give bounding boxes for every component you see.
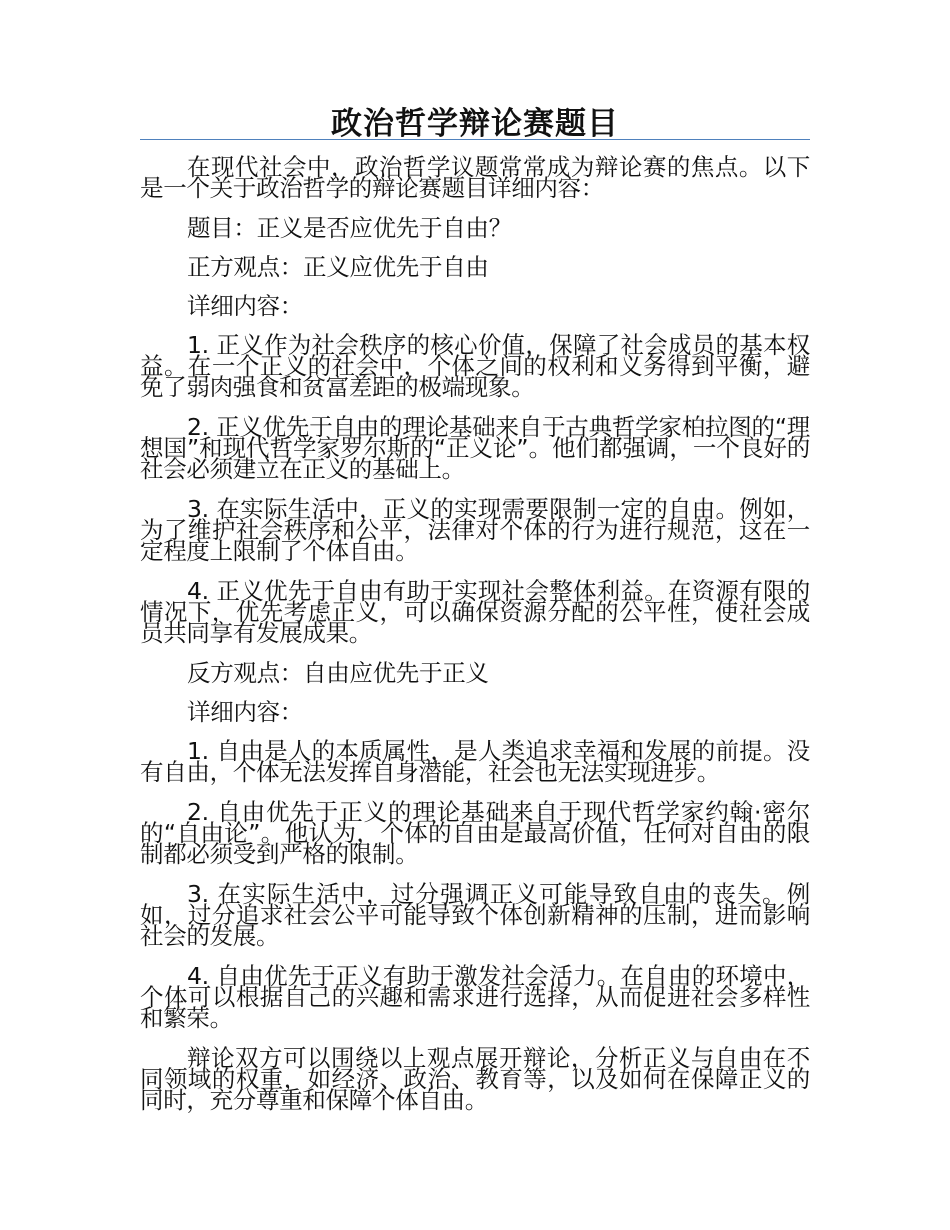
paragraph-affirmative-point-4: 4. 正义优先于自由有助于实现社会整体利益。在资源有限的情况下，优先考虑正义，可以确保资源分配的公平性，使社会成员共同享有发展成果。 [140, 577, 810, 647]
document-title: 政治哲学辩论赛题目 [331, 106, 619, 142]
paragraph-topic: 题目：正义是否应优先于自由？ [187, 214, 512, 242]
paragraph-conclusion: 辩论双方可以围绕以上观点展开辩论，分析正义与自由在不同领域的权重，如经济、政治、教育等，以及如何在保障正义的同时，充分尊重和保障个体自由。 [140, 1044, 810, 1114]
paragraph-affirmative-point-3: 3. 在实际生活中，正义的实现需要限制一定的自由。例如，为了维护社会秩序和公平，法律对个体的行为进行规范，这在一定程度上限制了个体自由。 [140, 495, 810, 565]
paragraph-negative-heading: 反方观点：自由应优先于正义 [187, 659, 489, 687]
paragraph-negative-point-2: 2. 自由优先于正义的理论基础来自于现代哲学家约翰·密尔的“自由论”。他认为，个体的自由是最高价值，任何对自由的限制都必须受到严格的限制。 [140, 798, 810, 868]
title-underline [140, 139, 810, 140]
paragraph-negative-point-1: 1. 自由是人的本质属性，是人类追求幸福和发展的前提。没有自由，个体无法发挥自身潜能，社会也无法实现进步。 [140, 737, 810, 786]
paragraph-negative-point-3: 3. 在实际生活中，过分强调正义可能导致自由的丧失。例如，过分追求社会公平可能导致个体创新精神的压制，进而影响社会的发展。 [140, 880, 810, 950]
paragraph-affirmative-point-1: 1. 正义作为社会秩序的核心价值，保障了社会成员的基本权益。在一个正义的社会中，个体之间的权利和义务得到平衡，避免了弱肉强食和贫富差距的极端现象。 [140, 331, 810, 401]
paragraph-affirmative-heading: 正方观点：正义应优先于自由 [187, 253, 489, 281]
paragraph-intro: 在现代社会中，政治哲学议题常常成为辩论赛的焦点。以下是一个关于政治哲学的辩论赛题目详细内容： [140, 153, 810, 202]
document-body [140, 153, 810, 1130]
paragraph-negative-point-4: 4. 自由优先于正义有助于激发社会活力。在自由的环境中，个体可以根据自己的兴趣和需求进行选择，从而促进社会多样性和繁荣。 [140, 962, 810, 1032]
paragraph-affirmative-details-label: 详细内容： [187, 292, 303, 320]
paragraph-affirmative-point-2: 2. 正义优先于自由的理论基础来自于古典哲学家柏拉图的“理想国”和现代哲学家罗尔斯的“正义论”。他们都强调，一个良好的社会必须建立在正义的基础上。 [140, 413, 810, 483]
paragraph-negative-details-label: 详细内容： [187, 698, 303, 726]
